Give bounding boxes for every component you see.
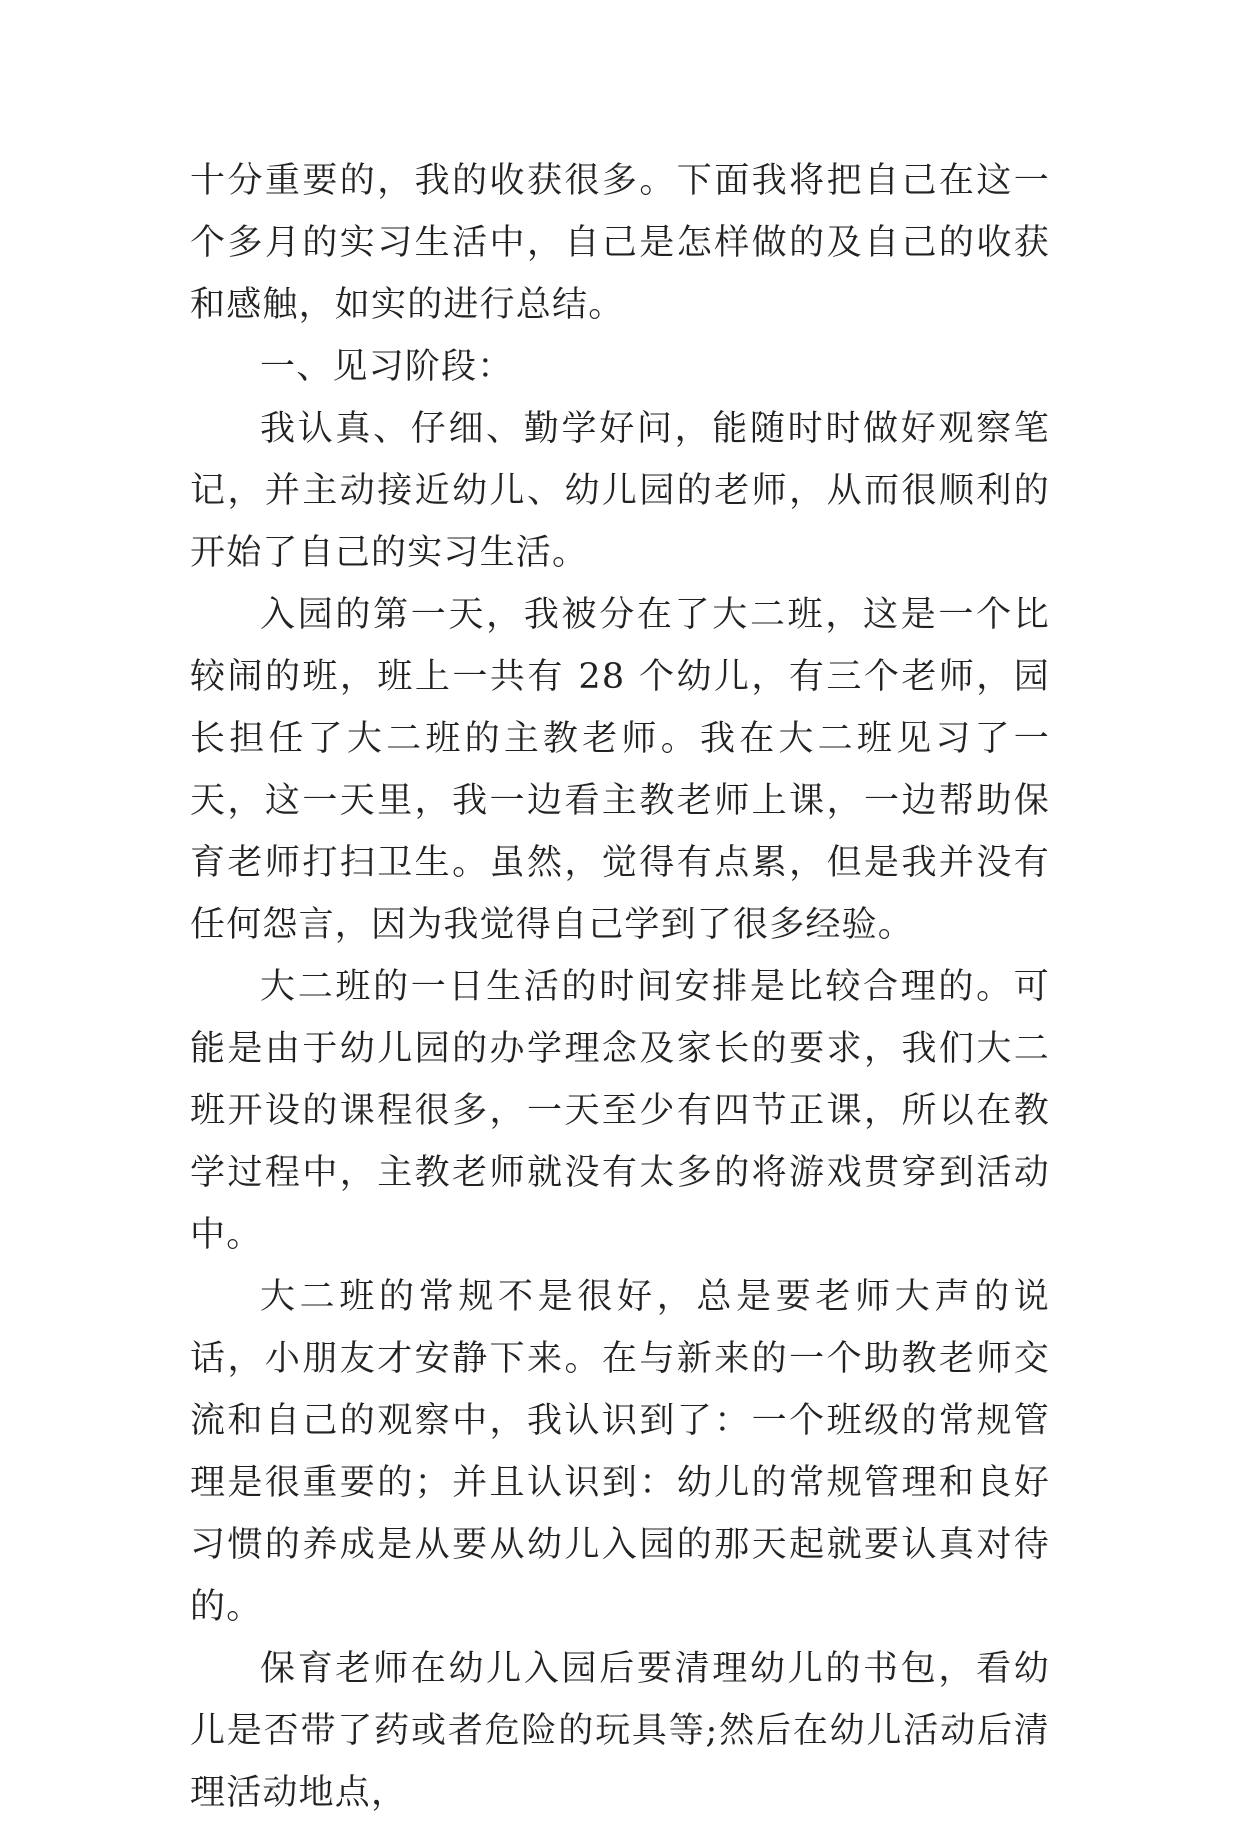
paragraph-4: 大二班的一日生活的时间安排是比较合理的。可能是由于幼儿园的办学理念及家长的要求，我们大二班开设的课程很多，一天至少有四节正课，所以在教学过程中，主教老师就没有太多的将游戏贯穿到活动中。 [190, 967, 1050, 1255]
paragraph-5: 大二班的常规不是很好，总是要老师大声的说话，小朋友才安静下来。在与新来的一个助教老师交流和自己的观察中，我认识到了：一个班级的常规管理是很重要的；并且认识到：幼儿的常规管理和良好习惯的养成是从要从幼儿入园的那天起就要认真对待的。 [190, 1277, 1050, 1627]
paragraph-6: 保育老师在幼儿入园后要清理幼儿的书包，看幼儿是否带了药或者危险的玩具等;然后在幼儿活动后清理活动地点， [190, 1649, 1050, 1813]
paragraph-1: 十分重要的，我的收获很多。下面我将把自己在这一个多月的实习生活中，自己是怎样做的及自己的收获和感触，如实的进行总结。 [190, 161, 1050, 325]
section-heading: 一、见习阶段： [260, 347, 514, 387]
paragraph-2: 我认真、仔细、勤学好问，能随时时做好观察笔记，并主动接近幼儿、幼儿园的老师，从而很顺利的开始了自己的实习生活。 [190, 409, 1050, 573]
paragraph-3: 入园的第一天，我被分在了大二班，这是一个比较闹的班，班上一共有 28 个幼儿，有三个老师，园长担任了大二班的主教老师。我在大二班见习了一天，这一天里，我一边看主教老师上课，一边帮助保育老师打扫卫生。虽然，觉得有点累，但是我并没有任何怨言，因为我觉得自己学到了很多经验。 [190, 595, 1050, 945]
document-body [190, 150, 1050, 1824]
